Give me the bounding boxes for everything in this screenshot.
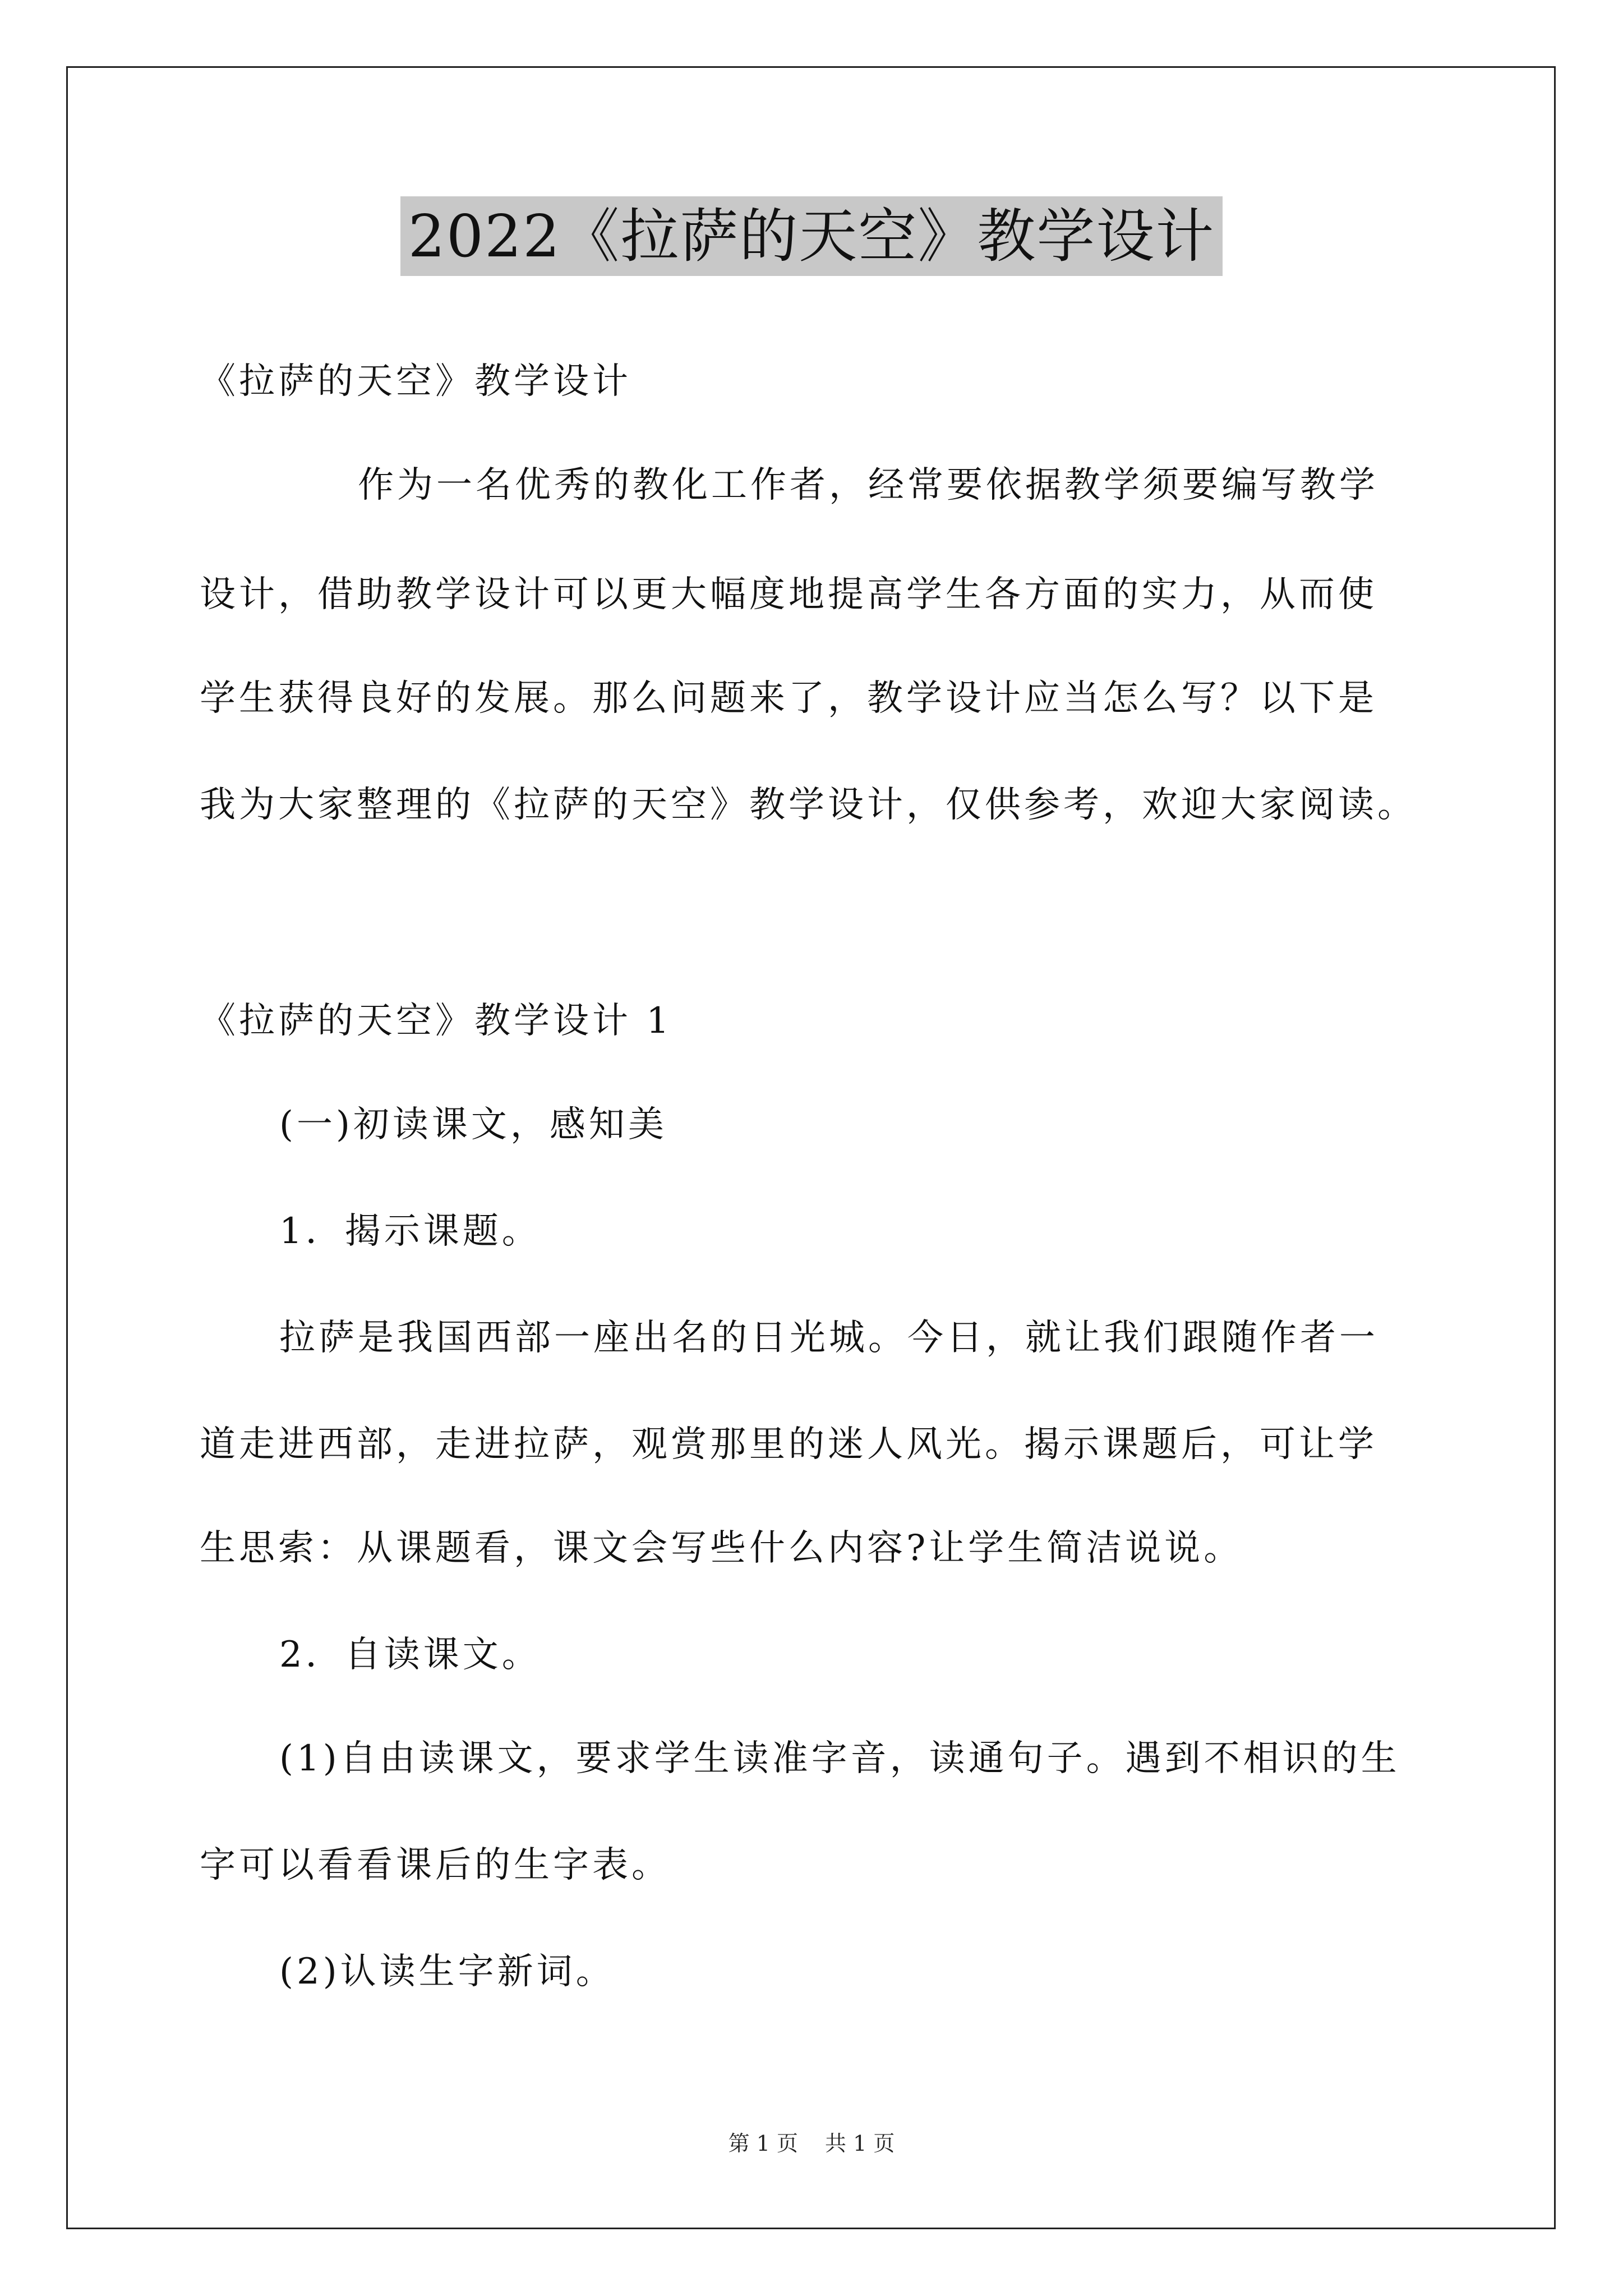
title-container [0, 196, 1623, 276]
subtitle-line: 《拉萨的天空》教学设计 [200, 361, 631, 402]
paragraph-line: 设计，借助教学设计可以更大幅度地提高学生各方面的实力，从而使 [200, 574, 1377, 615]
page-total: 共 1 页 [825, 2131, 895, 2156]
section-heading: 《拉萨的天空》教学设计 1 [200, 1000, 673, 1042]
paragraph-line: 字可以看看课后的生字表。 [200, 1844, 671, 1886]
paragraph-line: (1)自由读课文，要求学生读准字音，读通句子。遇到不相识的生 [279, 1738, 1400, 1779]
paragraph-line: 我为大家整理的《拉萨的天空》教学设计，仅供参考，欢迎大家阅读。 [200, 784, 1417, 826]
paragraph-line: (2)认读生字新词。 [279, 1951, 615, 1993]
paragraph-line: 拉萨是我国西部一座出名的日光城。今日，就让我们跟随作者一 [279, 1317, 1378, 1359]
paragraph-line: 生思索：从课题看，课文会写些什么内容?让学生简洁说说。 [200, 1527, 1243, 1569]
paragraph-line: 学生获得良好的发展。那么问题来了，教学设计应当怎么写？以下是 [200, 678, 1377, 719]
page-footer [0, 2130, 1623, 2157]
paragraph-line: 作为一名优秀的教化工作者，经常要依据教学须要编写教学 [358, 464, 1378, 506]
subsection-heading: (一)初读课文，感知美 [279, 1104, 667, 1145]
document-title: 2022《拉萨的天空》教学设计 [400, 196, 1223, 276]
list-item: 1．揭示课题。 [279, 1211, 541, 1252]
page-number: 第 1 页 [728, 2131, 798, 2156]
list-item: 2．自读课文。 [279, 1634, 541, 1676]
paragraph-line: 道走进西部，走进拉萨，观赏那里的迷人风光。揭示课题后，可让学 [200, 1424, 1377, 1465]
